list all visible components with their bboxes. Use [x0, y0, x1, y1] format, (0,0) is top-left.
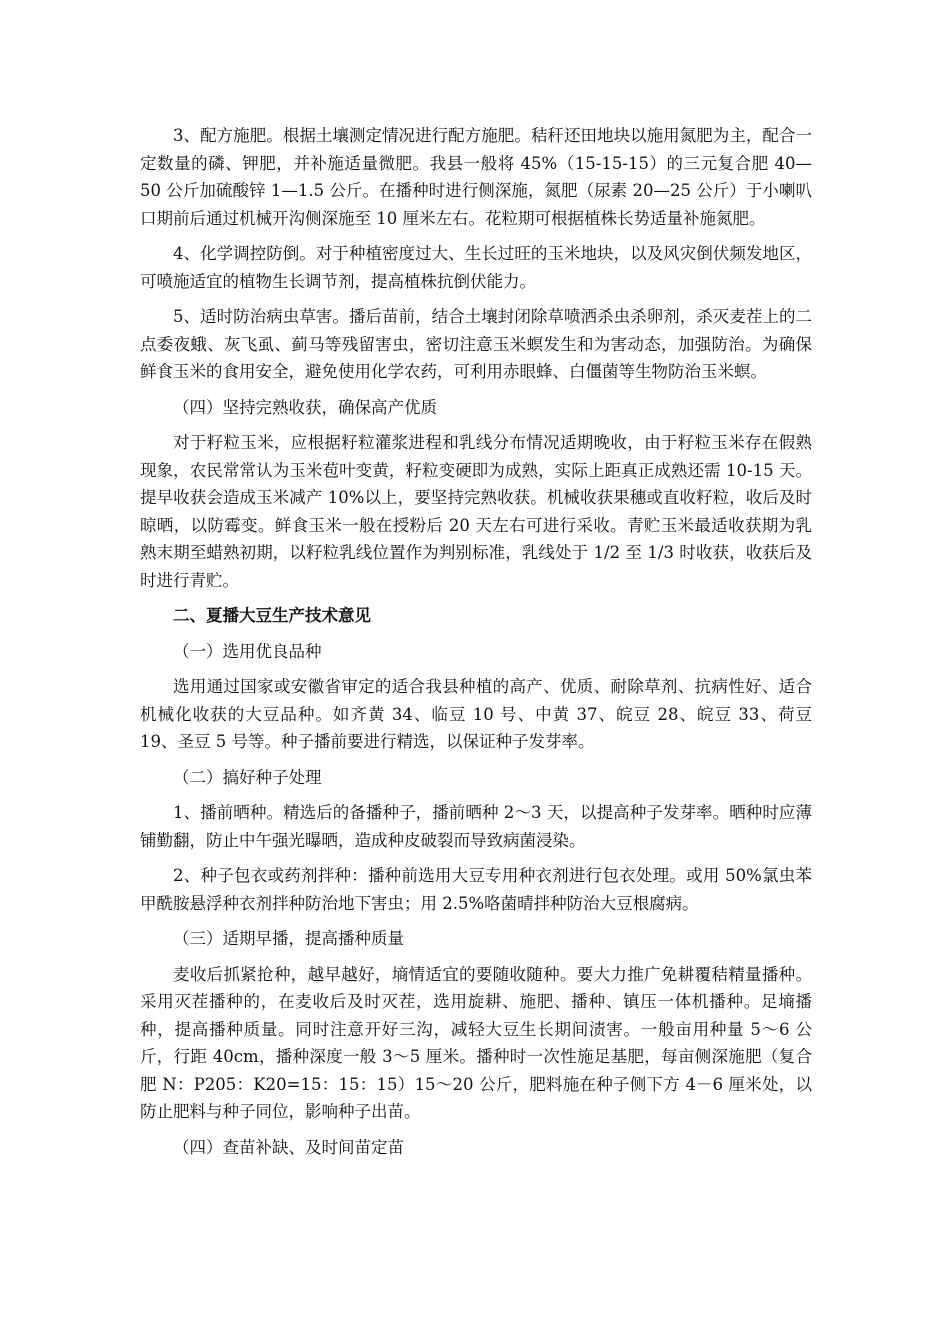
subheading-harvest: （四）坚持完熟收获，确保高产优质: [173, 397, 437, 417]
paragraph-lodging-control: 4、化学调控防倒。对于种植密度过大、生长过旺的玉米地块，以及风灾倒伏频发地区，可喷施适宜的植物生长调节剂，提高植株抗倒伏能力。: [140, 244, 812, 291]
paragraph-seed-coating: 2、种子包衣或药剂拌种：播种前选用大豆专用种衣剂进行包衣处理。或用 50%氯虫苯甲酰胺悬浮种衣剂拌种防治地下害虫；用 2.5%咯菌晴拌种防治大豆根腐病。: [140, 866, 812, 913]
subheading-early-sowing: （三）适期早播，提高播种质量: [173, 929, 404, 948]
paragraph-variety: 选用通过国家或安徽省审定的适合我县种植的高产、优质、耐除草剂、抗病性好、适合机械化收获的大豆品种。如齐黄 34、临豆 10 号、中黄 37、皖豆 28、皖豆 33、荷豆 19、圣豆 5 号等。种子播前要进行精选，以保证种子发芽率。: [140, 677, 812, 751]
paragraph-harvest: 对于籽粒玉米，应根据籽粒灌浆进程和乳线分布情况适期晚收，由于籽粒玉米存在假熟现象，农民常常认为玉米苞叶变黄，籽粒变硬即为成熟，实际上距真正成熟还需 10-15 天。提早收获会造成玉米减产 10%以上，要坚持完熟收获。机械收获果穗或直收籽粒，收后及时晾晒，以防霉变。鲜食玉米一般在授粉后 20 天左右可进行采收。青贮玉米最适收获期为乳熟末期至蜡熟初期，以籽粒乳线位置作为判别标准，乳线处于 1/2 至 1/3 时收获，收获后及时进行青贮。: [140, 433, 812, 590]
paragraph-sun-drying: 1、播前晒种。精选后的备播种子，播前晒种 2～3 天，以提高种子发芽率。晒种时应薄铺勤翻，防止中午强光曝晒，造成种皮破裂而导致病菌浸染。: [140, 803, 812, 850]
subheading-variety: （一）选用优良品种: [173, 641, 322, 661]
subheading-seedling-check: （四）查苗补缺、及时间苗定苗: [173, 1137, 404, 1157]
paragraph-fertilization: 3、配方施肥。根据土壤测定情况进行配方施肥。秸秆还田地块以施用氮肥为主，配合一定数量的磷、钾肥，并补施适量微肥。我县一般将 45%（15-15-15）的三元复合肥 40—50 公斤加硫酸锌 1—1.5 公斤。在播种时进行侧深施，氮肥（尿素 20—25 公斤）于小喇叭口期前后通过机械开沟侧深施至 10 厘米左右。花粒期可根据植株长势适量补施氮肥。: [140, 126, 812, 228]
section-heading-soybean: 二、夏播大豆生产技术意见: [173, 606, 371, 625]
subheading-seed-treatment: （二）搞好种子处理: [173, 767, 322, 787]
paragraph-early-sowing: 麦收后抓紧抢种，越早越好，墒情适宜的要随收随种。要大力推广免耕覆秸精量播种。采用灭茬播种的，在麦收后及时灭茬，选用旋耕、施肥、播种、镇压一体机播种。足墒播种，提高播种质量。同时注意开好三沟，减轻大豆生长期间渍害。一般亩用种量 5～6 公斤，行距 40cm，播种深度一般 3～5 厘米。播种时一次性施足基肥，每亩侧深施肥（复合肥 N：P205：K20=15：15：15）15～20 公斤，肥料施在种子侧下方 4－6 厘米处，以防止肥料与种子同位，影响种子出苗。: [140, 964, 812, 1121]
paragraph-pest-control: 5、适时防治病虫草害。播后苗前，结合土壤封闭除草喷洒杀虫杀卵剂，杀灭麦茬上的二点委夜蛾、灰飞虱、蓟马等残留害虫，密切注意玉米螟发生和为害动态，加强防治。为确保鲜食玉米的食用安全，避免使用化学农药，可利用赤眼蜂、白僵菌等生物防治玉米螟。: [140, 307, 812, 381]
document-page: [140, 122, 812, 1161]
